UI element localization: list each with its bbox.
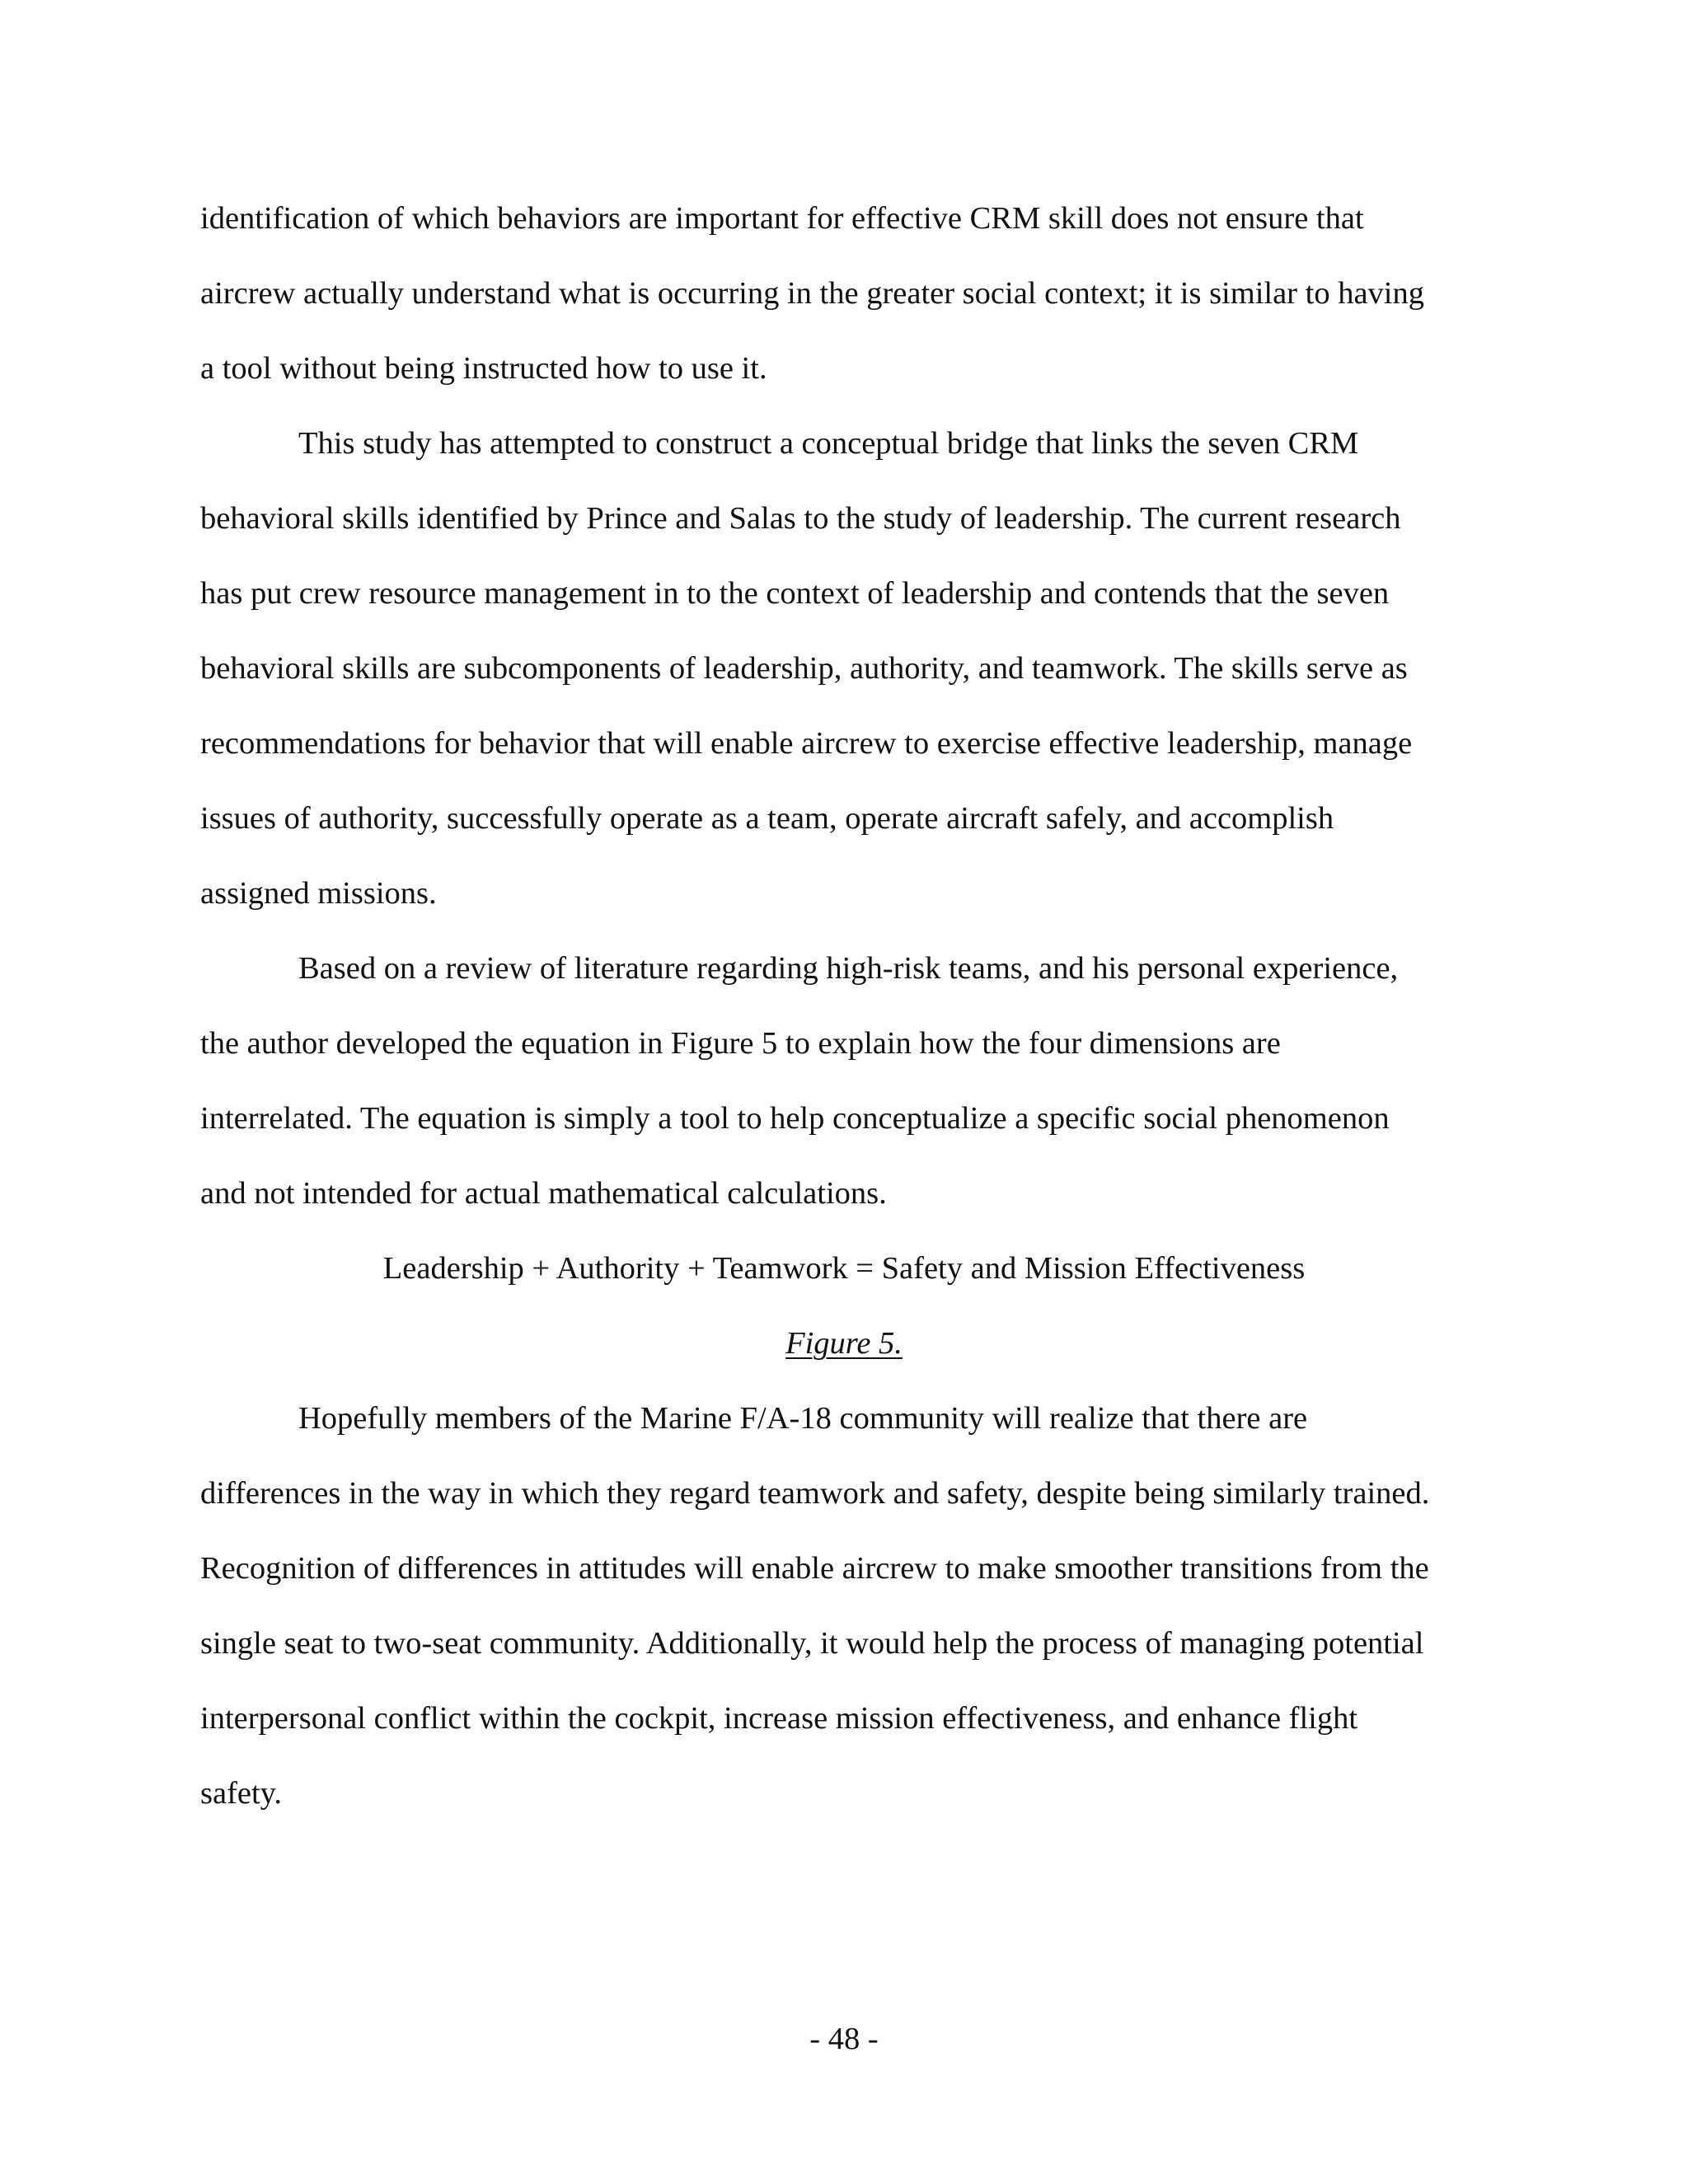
- paragraph-line: issues of authority, successfully operate as a team, operate aircraft safely, and accomplish: [200, 801, 1334, 836]
- paragraph-line: recommendations for behavior that will enable aircrew to exercise effective leadership, manage: [200, 726, 1413, 761]
- paragraph-line: interpersonal conflict within the cockpit, increase mission effectiveness, and enhance flight: [200, 1701, 1358, 1736]
- paragraph-line: Recognition of differences in attitudes will enable aircrew to make smoother transitions from the: [200, 1551, 1429, 1586]
- paragraph-line: differences in the way in which they regard teamwork and safety, despite being similarly trained.: [200, 1476, 1430, 1511]
- paragraph-line: and not intended for actual mathematical calculations.: [200, 1176, 887, 1211]
- equation: Leadership + Authority + Teamwork = Safety and Mission Effectiveness: [382, 1251, 1306, 1286]
- paragraph-line: This study has attempted to construct a conceptual bridge that links the seven CRM: [298, 426, 1359, 461]
- paragraph-line: the author developed the equation in Figure 5 to explain how the four dimensions are: [200, 1026, 1281, 1061]
- paragraph-line: safety.: [200, 1776, 283, 1811]
- paragraph-line: Hopefully members of the Marine F/A-18 community will realize that there are: [298, 1401, 1308, 1436]
- paragraph-line: identification of which behaviors are important for effective CRM skill does not ensure that: [200, 201, 1364, 236]
- paragraph-line: single seat to two-seat community. Additionally, it would help the process of managing potential: [200, 1626, 1424, 1661]
- paragraph-line: aircrew actually understand what is occurring in the greater social context; it is similar to having: [200, 276, 1424, 311]
- paragraph-line: behavioral skills identified by Prince and Salas to the study of leadership. The current research: [200, 501, 1401, 536]
- page-number: - 48 -: [809, 2022, 879, 2056]
- paragraph-line: Based on a review of literature regarding high-risk teams, and his personal experience,: [298, 951, 1399, 986]
- paragraph-line: interrelated. The equation is simply a tool to help conceptualize a specific social phenomenon: [200, 1101, 1390, 1136]
- paragraph-line: behavioral skills are subcomponents of leadership, authority, and teamwork. The skills serve as: [200, 651, 1408, 686]
- figure-caption: Figure 5.: [785, 1326, 903, 1361]
- paragraph-line: has put crew resource management in to the context of leadership and contends that the seven: [200, 576, 1390, 611]
- paragraph-line: a tool without being instructed how to use it.: [200, 351, 767, 386]
- paragraph-line: assigned missions.: [200, 876, 437, 911]
